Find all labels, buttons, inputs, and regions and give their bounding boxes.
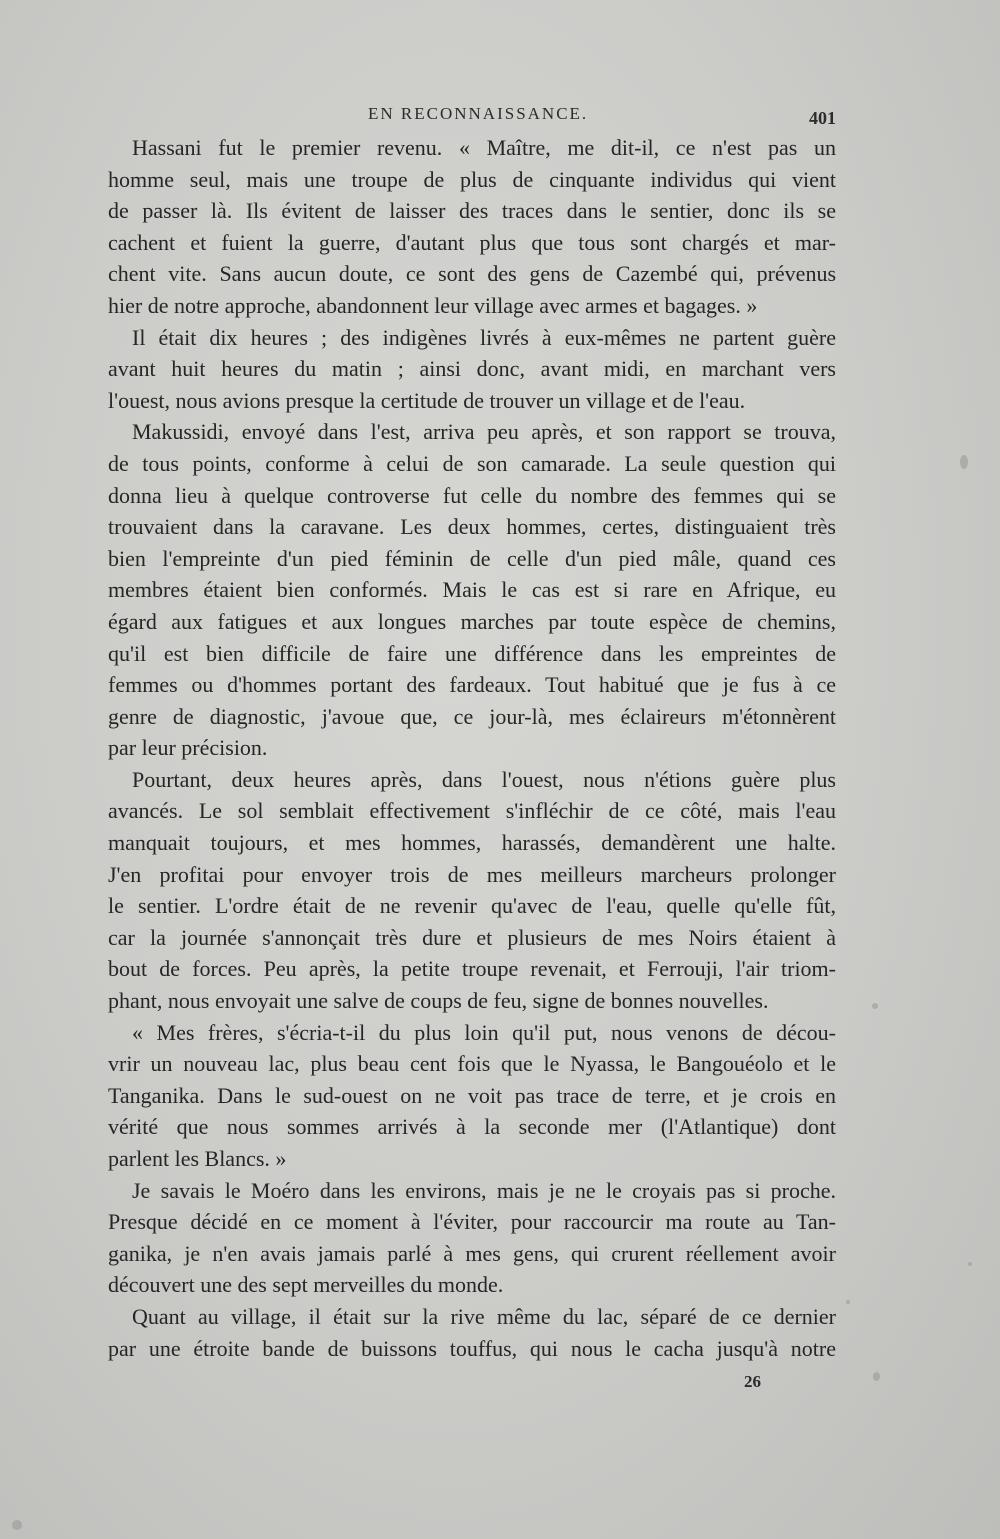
text-line: égard aux fatigues et aux longues marches par toute espèce de chemins,	[108, 608, 836, 634]
text-line: hier de notre approche, abandonnent leur village avec armes et bagages. »	[108, 292, 758, 318]
paper-speck	[872, 1003, 878, 1009]
text-line: vérité que nous sommes arrivés à la seconde mer (l'Atlantique) dont	[108, 1114, 836, 1140]
text-line: découvert une des sept merveilles du monde.	[108, 1272, 504, 1298]
text-line: trouvaient dans la caravane. Les deux hommes, certes, distinguaient très	[108, 514, 836, 540]
paper-speck	[12, 1520, 22, 1530]
text-line: bout de forces. Peu après, la petite troupe revenait, et Ferrouji, l'air triom-	[108, 956, 836, 982]
text-line: le sentier. L'ordre était de ne revenir qu'avec de l'eau, quelle qu'elle fût,	[108, 893, 836, 919]
text-line: J'en profitai pour envoyer trois de mes meilleurs marcheurs prolonger	[108, 861, 836, 887]
text-line: de passer là. Ils évitent de laisser des traces dans le sentier, donc ils se	[108, 198, 836, 224]
text-line: Je savais le Moéro dans les environs, mais je ne le croyais pas si proche.	[132, 1177, 836, 1203]
text-line: donna lieu à quelque controverse fut celle du nombre des femmes qui se	[108, 482, 836, 508]
text-line: femmes ou d'hommes portant des fardeaux. Tout habitué que je fus à ce	[108, 672, 836, 698]
text-line: ganika, je n'en avais jamais parlé à mes gens, qui crurent réellement avoir	[108, 1240, 836, 1266]
text-line: « Mes frères, s'écria-t-il du plus loin qu'il put, nous venons de décou-	[132, 1019, 836, 1045]
text-line: Presque décidé en ce moment à l'éviter, pour raccourcir ma route au Tan-	[108, 1209, 836, 1235]
text-line: Tanganika. Dans le sud-ouest on ne voit pas trace de terre, et je crois en	[108, 1082, 836, 1108]
running-head: EN RECONNAISSANCE.	[368, 104, 589, 123]
text-line: membres étaient bien conformés. Mais le cas est si rare en Afrique, eu	[108, 577, 836, 603]
text-line: vrir un nouveau lac, plus beau cent fois que le Nyassa, le Bangouéolo et le	[108, 1051, 836, 1077]
text-line: phant, nous envoyait une salve de coups de feu, signe de bonnes nouvelles.	[108, 988, 769, 1014]
text-line: Il était dix heures ; des indigènes livrés à eux-mêmes ne partent guère	[132, 324, 836, 350]
text-line: l'ouest, nous avions presque la certitude de trouver un village et de l'eau.	[108, 387, 746, 413]
text-line: avancés. Le sol semblait effectivement s'infléchir de ce côté, mais l'eau	[108, 798, 836, 824]
paper-speck	[960, 455, 968, 469]
text-line: genre de diagnostic, j'avoue que, ce jour-là, mes éclaireurs m'étonnèrent	[108, 703, 836, 729]
text-line: par leur précision.	[108, 735, 268, 761]
text-line: homme seul, mais une troupe de plus de cinquante individus qui vient	[108, 166, 836, 192]
paper-speck	[968, 1262, 972, 1266]
text-line: avant huit heures du matin ; ainsi donc, avant midi, en marchant vers	[108, 356, 836, 382]
text-line: chent vite. Sans aucun doute, ce sont des gens de Cazembé qui, prévenus	[108, 261, 836, 287]
text-line: car la journée s'annonçait très dure et plusieurs de mes Noirs étaient à	[108, 924, 836, 950]
text-line: parlent les Blancs. »	[108, 1146, 287, 1171]
paper-speck	[846, 1300, 850, 1304]
text-line: par une étroite bande de buissons touffus, qui nous le cacha jusqu'à notre	[108, 1335, 836, 1361]
text-line: Pourtant, deux heures après, dans l'ouest, nous n'étions guère plus	[132, 766, 836, 792]
text-line: bien l'empreinte d'un pied féminin de celle d'un pied mâle, quand ces	[108, 545, 836, 571]
text-line: Hassani fut le premier revenu. « Maître, me dit-il, ce n'est pas un	[132, 135, 836, 160]
signature-mark: 26	[744, 1372, 761, 1391]
text-line: cachent et fuient la guerre, d'autant plus que tous sont chargés et mar-	[108, 229, 836, 255]
page-number: 401	[809, 108, 836, 128]
text-line: Makussidi, envoyé dans l'est, arriva peu après, et son rapport se trouva,	[132, 419, 836, 445]
text-line: manquait toujours, et mes hommes, harassés, demandèrent une halte.	[108, 830, 836, 856]
page-header	[108, 100, 836, 130]
text-line: qu'il est bien difficile de faire une différence dans les empreintes de	[108, 640, 836, 666]
text-line: de tous points, conforme à celui de son camarade. La seule question qui	[108, 450, 836, 476]
paper-speck	[873, 1372, 880, 1381]
body-text	[108, 132, 836, 1364]
text-line: Quant au village, il était sur la rive même du lac, séparé de ce dernier	[132, 1303, 836, 1329]
